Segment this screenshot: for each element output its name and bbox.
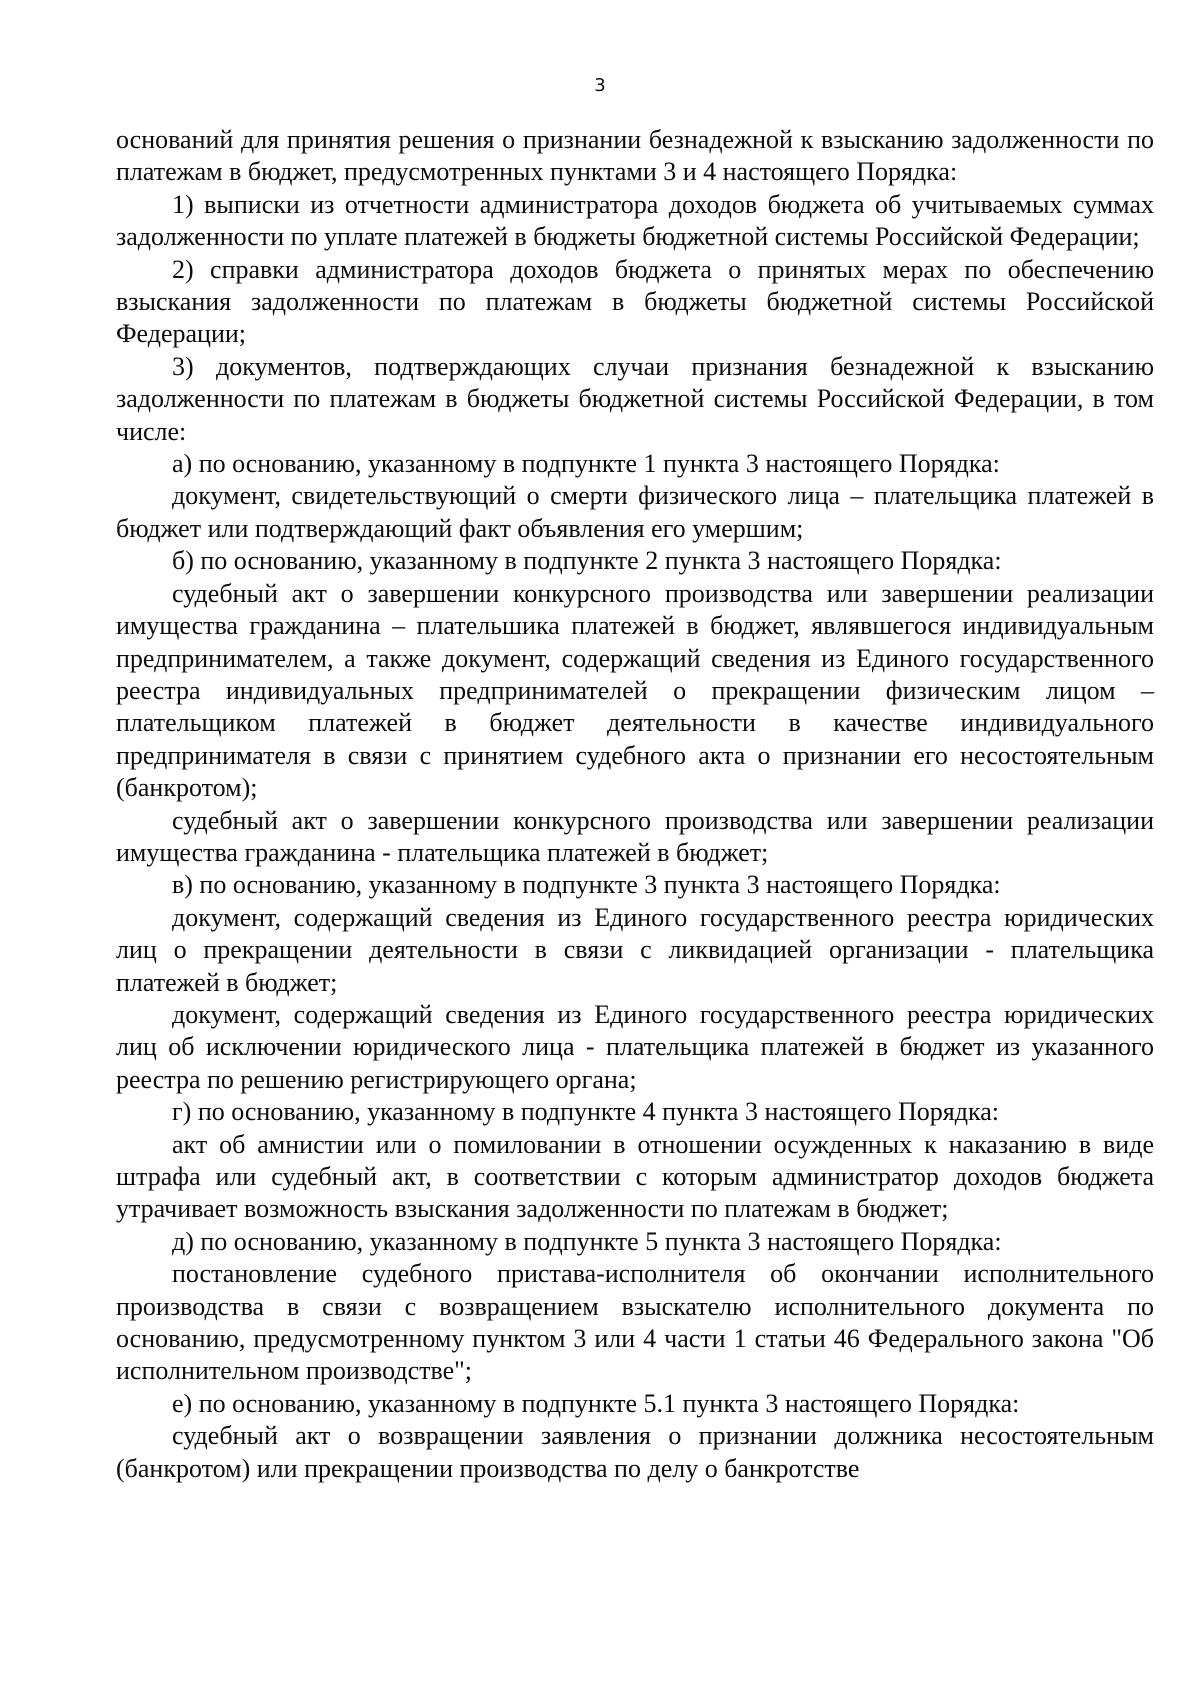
paragraph-subitem-e-doc: судебный акт о возвращении заявления о признании должника несостоятельным (банкротом) или прекращении производства по делу о банкротстве — [116, 1421, 1154, 1483]
paragraph-continuation: оснований для принятия решения о признании безнадежной к взысканию задолженности по платежам в бюджет, предусмотренных пунктами 3 и 4 настоящего Порядка: — [116, 125, 1154, 187]
paragraph-subitem-a: а) по основанию, указанному в подпункте 1 пункта 3 настоящего Порядка: — [172, 449, 1000, 479]
paragraph-subitem-a-doc: документ, свидетельствующий о смерти физического лица – плательщика платежей в бюджет или подтверждающий факт объявления его умершим; — [116, 481, 1154, 543]
paragraph-item-2: 2) справки администратора доходов бюджета о принятых мерах по обеспечению взыскания задолженности по платежам в бюджеты бюджетной системы Российской Федерации; — [116, 254, 1154, 349]
paragraph-subitem-b: б) по основанию, указанному в подпункте 2 пункта 3 настоящего Порядка: — [172, 546, 1002, 576]
paragraph-subitem-g-doc: акт об амнистии или о помиловании в отношении осужденных к наказанию в виде штрафа или судебный акт, в соответствии с которым администратор доходов бюджета утрачивает возможность взыскания задолженности по платежам в бюджет; — [116, 1129, 1154, 1224]
paragraph-subitem-e: е) по основанию, указанному в подпункте 5.1 пункта 3 настоящего Порядка: — [172, 1388, 1020, 1418]
paragraph-subitem-d-doc: постановление судебного пристава-исполнителя об окончании исполнительного производства в связи с возвращением взыскателю исполнительного документа по основанию, предусмотренному пунктом 3 или 4 части 1 статьи 46 Федерального закона "Об исполнительном производстве"; — [116, 1259, 1154, 1386]
page-number: 3 — [594, 75, 606, 96]
paragraph-item-3: 3) документов, подтверждающих случаи признания безнадежной к взысканию задолженности по платежам в бюджеты бюджетной системы Российской Федерации, в том числе: — [116, 351, 1154, 446]
paragraph-subitem-b-doc-2: судебный акт о завершении конкурсного производства или завершении реализации имущества гражданина - плательщика платежей в бюджет; — [116, 805, 1154, 867]
paragraph-subitem-b-doc-1: судебный акт о завершении конкурсного производства или завершении реализации имущества гражданина – плательшика платежей в бюджет, являвшегося индивидуальным предпринимателем, а также документ, содержащий сведения из Единого государственного реестра индивидуальных предпринимателей о прекращении физическим лицом – плательщиком платежей в бюджет деятельности в качестве индивидуального предпринимателя в связи с принятием судебного акта о признании его несостоятельным (банкротом); — [116, 578, 1154, 803]
paragraph-subitem-d: д) по основанию, указанному в подпункте 5 пункта 3 настоящего Порядка: — [172, 1226, 1002, 1256]
paragraph-subitem-v-doc-1: документ, содержащий сведения из Единого государственного реестра юридических лиц о прекращении деятельности в связи с ликвидацией организации - плательщика платежей в бюджет; — [116, 902, 1154, 997]
paragraph-subitem-v-doc-2: документ, содержащий сведения из Единого государственного реестра юридических лиц об исключении юридического лица - плательщика платежей в бюджет из указанного реестра по решению регистрирующего органа; — [116, 999, 1154, 1094]
paragraph-item-1: 1) выписки из отчетности администратора доходов бюджета об учитываемых суммах задолженности по уплате платежей в бюджеты бюджетной системы Российской Федерации; — [116, 189, 1154, 252]
paragraph-subitem-g: г) по основанию, указанному в подпункте 4 пункта 3 настоящего Порядка: — [172, 1097, 999, 1127]
document-body — [116, 124, 1154, 1485]
paragraph-subitem-v: в) по основанию, указанному в подпункте 3 пункта 3 настоящего Порядка: — [172, 870, 1001, 900]
